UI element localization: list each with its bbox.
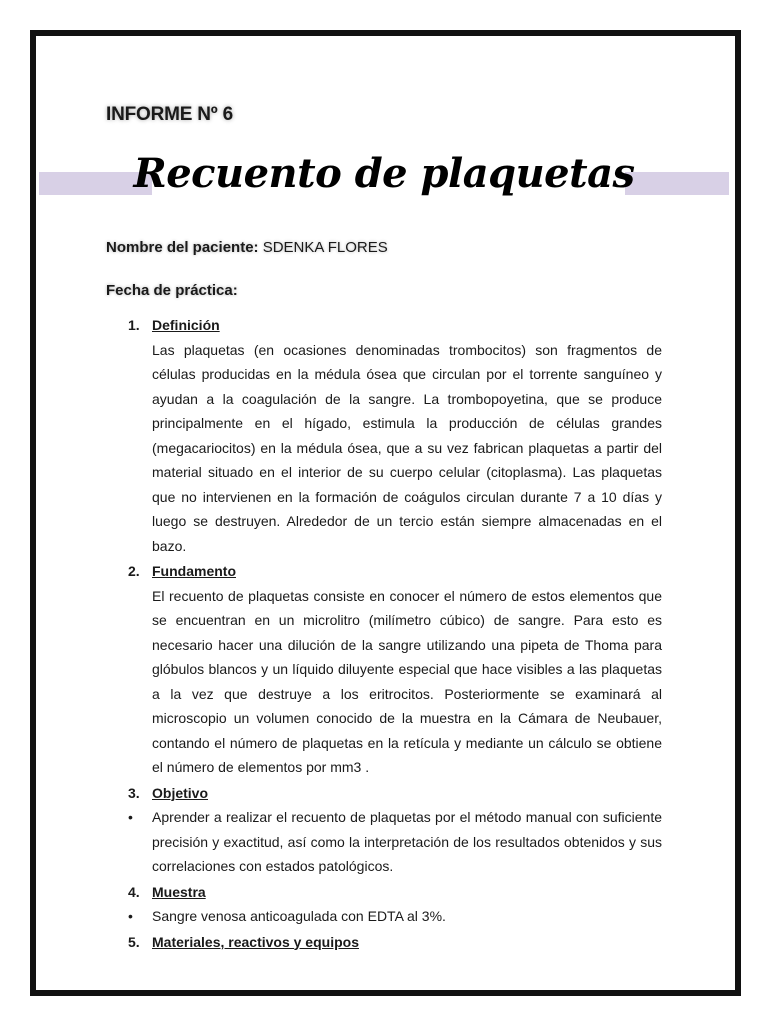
bullet-icon: • — [128, 809, 133, 825]
section-muestra — [106, 880, 662, 929]
section-heading — [106, 313, 662, 338]
list-item — [106, 805, 662, 879]
section-title: Muestra — [152, 883, 206, 900]
practice-date-label: Fecha de práctica: — [106, 282, 238, 299]
section-number: 4. — [128, 883, 140, 900]
bullet-text: Aprender a realizar el recuento de plaquetas por el método manual con suficiente precisión y exactitud, así como la interpretación de los resultados obtenidos y sus correlaciones con estados patológicos. — [152, 809, 662, 874]
section-paragraph: El recuento de plaquetas consiste en conocer el número de estos elementos que se encuentran en un microlitro (milímetro cúbico) de sangre. Para esto es necesario hacer una dilución de la sangre utilizando una pipeta de Thoma para glóbulos blancos y un líquido diluyente especial que hace visibles a las plaquetas a la vez que destruye a los eritrocitos. Posteriormente se examinará al microscopio un volumen conocido de la muestra en la Cámara de Neubauer, contando el número de plaquetas en la retícula y mediante un cálculo se obtiene el número de elementos por mm3 . — [152, 587, 662, 775]
list-item — [106, 904, 662, 929]
section-heading — [106, 880, 662, 905]
section-title: Materiales, reactivos y equipos — [152, 933, 359, 950]
section-heading — [106, 781, 662, 806]
section-objetivo — [106, 781, 662, 879]
section-title: Fundamento — [152, 563, 236, 579]
section-number: 3. — [128, 784, 140, 801]
report-number: INFORME Nº 6 — [106, 104, 233, 125]
section-fundamento — [106, 559, 662, 780]
section-heading — [106, 930, 662, 955]
patient-name-value: SDENKA FLORES — [262, 239, 388, 256]
section-heading — [106, 559, 662, 584]
section-number: 5. — [128, 933, 140, 950]
section-title: Definición — [152, 317, 220, 333]
section-number: 2. — [128, 563, 140, 579]
patient-name-label: Nombre del paciente: — [106, 239, 259, 256]
document-title: Recuento de plaquetas — [133, 150, 635, 197]
section-materiales — [106, 930, 662, 955]
practice-date-field — [106, 282, 238, 299]
section-number: 1. — [128, 317, 140, 333]
section-paragraph: Las plaquetas (en ocasiones denominadas trombocitos) son fragmentos de células producidas en la médula ósea que circulan por el torrente sanguíneo y ayudan a la coagulación de la sangre. La trombopoyetina, que se produce principalmente en el hígado, estimula la producción de células grandes (megacariocitos) en la médula ósea, que a su vez fabrican plaquetas a partir del material situado en el interior de su cuerpo celular (citoplasma). Las plaquetas que no intervienen en la formación de coágulos circulan durante 7 a 10 días y luego se destruyen. Alrededor de un tercio están siempre almacenadas en el bazo. — [152, 341, 662, 554]
bullet-icon: • — [128, 908, 133, 924]
section-title: Objetivo — [152, 784, 209, 801]
document-body — [106, 313, 662, 954]
patient-name-field — [106, 239, 388, 256]
bullet-text: Sangre venosa anticoagulada con EDTA al 3%. — [152, 908, 446, 924]
section-definicion — [106, 313, 662, 558]
